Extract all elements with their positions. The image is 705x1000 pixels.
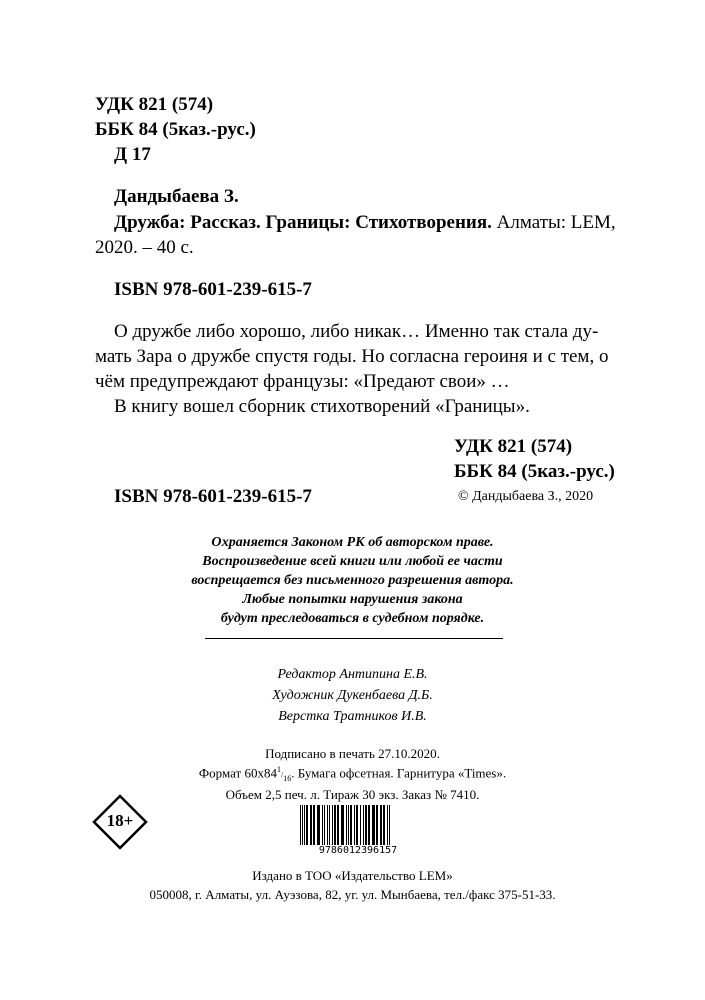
barcode-bar: [383, 805, 385, 845]
legal-notice-line: Воспроизведение всей книги или любой ее части: [202, 554, 503, 569]
barcode-bar: [346, 805, 347, 845]
barcode-bar: [365, 805, 367, 845]
barcode-bar: [313, 805, 315, 845]
barcode-bar: [322, 805, 323, 845]
publisher-address: 050008, г. Алматы, ул. Ауэзова, 82, уг. ул. Мынбаева, тел./факс 375-51-33.: [149, 887, 556, 902]
barcode-bar: [302, 805, 303, 845]
format-numerator: 1: [276, 765, 281, 774]
author-mark: Д 17: [114, 144, 151, 165]
barcode-bars: [298, 805, 418, 845]
barcode-bar: [304, 805, 305, 845]
barcode-bar: [329, 805, 330, 845]
copyright: © Дандыбаева З., 2020: [458, 489, 594, 504]
barcode-bar: [389, 805, 390, 845]
barcode-bar: [300, 805, 301, 845]
bibliography-title-line: [114, 210, 616, 236]
barcode-bar: [350, 805, 352, 845]
annotation-line-1: О дружбе либо хорошо, либо никак… Именно так стала ду-: [114, 321, 599, 342]
udk-code: УДК 821 (574): [95, 94, 214, 115]
annotation-line-2: мать Зара о дружбе спустя годы. Но согласна героиня и с тем, о: [95, 346, 609, 367]
barcode-bar: [334, 805, 336, 845]
barcode-bar: [376, 805, 378, 845]
publisher-imprint: [100, 866, 605, 904]
barcode-bar: [380, 805, 382, 845]
age-rating-text: 18+: [106, 811, 134, 830]
barcode-bar: [337, 805, 339, 845]
print-signed: Подписано в печать 27.10.2020.: [265, 746, 440, 761]
barcode-bar: [306, 805, 308, 845]
credit-artist: Художник Дукенбаева Д.Б.: [272, 688, 433, 703]
barcode-bar: [324, 805, 325, 845]
barcode-bar: [341, 805, 344, 845]
bibliography-publisher: Алматы: LEM,: [491, 212, 616, 233]
bibliography-year-pages: 2020. – 40 с.: [95, 237, 194, 258]
age-rating-badge: [92, 794, 148, 850]
barcode-bar: [310, 805, 312, 845]
isbn-top: ISBN 978-601-239-615-7: [114, 279, 312, 300]
publisher-name: Издано в ТОО «Издательство LEM»: [252, 868, 453, 883]
legal-notice: [150, 533, 555, 628]
barcode-bar: [354, 805, 355, 845]
barcode-number: 9786012396157: [318, 845, 398, 856]
barcode-bar: [348, 805, 349, 845]
barcode-bar: [327, 805, 328, 845]
print-info: [150, 746, 555, 803]
barcode-bar: [360, 805, 361, 845]
legal-notice-line: Любые попытки нарушения закона: [242, 592, 463, 607]
annotation-paragraph-2: В книгу вошел сборник стихотворений «Границы».: [114, 396, 530, 417]
bibliography-author: Дандыбаева З.: [114, 186, 239, 207]
barcode: [298, 805, 418, 857]
bibliography-title: Дружба: Рассказ. Границы: Стихотворения.: [114, 212, 492, 233]
format-details: . Бумага офсетная. Гарнитура «Times».: [291, 765, 507, 781]
barcode-bar: [356, 805, 358, 845]
format-denominator: 16: [283, 773, 292, 783]
barcode-bar: [332, 805, 333, 845]
format-size: Формат 60х84: [198, 765, 277, 781]
legal-notice-line: Охраняется Законом РК об авторском праве.: [211, 535, 494, 550]
credits: [200, 664, 505, 727]
barcode-bar: [387, 805, 388, 845]
bbk-code-right: ББК 84 (5каз.-рус.): [454, 461, 615, 482]
print-format: Формат $60х84^1/_{16}$. Бумага офсетная. Гарнитура «Times».: [198, 765, 507, 783]
divider-line: [205, 638, 503, 639]
annotation-line-3: чём предупреждают французы: «Предают свои» …: [95, 371, 510, 392]
legal-notice-line: воспрещается без письменного разрешения автора.: [191, 573, 514, 588]
udk-code-right: УДК 821 (574): [454, 436, 573, 457]
bbk-code: ББК 84 (5каз.-рус.): [95, 119, 256, 140]
annotation: [95, 319, 610, 419]
barcode-bar: [317, 805, 320, 845]
barcode-bar: [372, 805, 375, 845]
credit-editor: Редактор Антипина Е.В.: [277, 667, 428, 682]
credit-layout: Верстка Тратников И.В.: [278, 709, 427, 724]
isbn-bottom: ISBN 978-601-239-615-7: [114, 486, 312, 507]
print-volume: Объем 2,5 печ. л. Тираж 30 экз. Заказ № 7410.: [225, 786, 480, 802]
barcode-bar: [368, 805, 370, 845]
barcode-bar: [363, 805, 364, 845]
legal-notice-line: будут преследоваться в судебном порядке.: [220, 611, 485, 626]
